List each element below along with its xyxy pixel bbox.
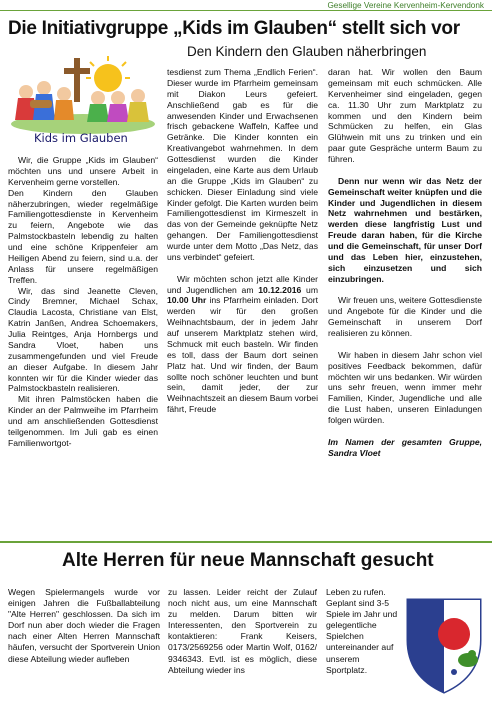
paragraph: Wir freuen uns, weitere Gottesdienste und Angebote für die Kinder und die Gemeinschaft in unserem Dorf realisieren zu können.: [328, 295, 482, 339]
article-column-2: zu lassen. Leider reicht der Zulauf noch nicht aus, um eine Mannschaft zu melden. Darum bitten wir Interessenten, den Sportverein zu kontaktieren: Frank Keisers, 0173/2569256 oder Martin Wolf, 0162/ 9346343. Evtl. ist es möglich, diese Abteilung wieder ins: [168, 587, 317, 675]
signature: Im Namen der gesamten Gruppe, Sandra Vloet: [328, 436, 482, 458]
text: um: [301, 284, 318, 295]
paragraph: Denn nur wenn wir das Netz der Gemeinschaft weiter knüpfen und die Kinder und Jugendlichen in diesem Netz wahrnehmen und bestärken, werden diese langfristig Lust und Freude daran haben, für die Kirche und die Gemeinschaft, für unser Dorf und das Leben hier, einzustehen, sich einzusetzen und sich einzubringen.: [328, 175, 482, 284]
event-time: 10.00 Uhr: [167, 295, 207, 306]
logo-caption: Kids im Glauben: [34, 131, 128, 145]
article-column-3: [328, 67, 482, 459]
paragraph: Wir, das sind Jeanette Cleven, Cindy Bremner, Michael Schax, Claudia Lacosta, Christiane van Elst, Katrin Janßen, Andrea Schoemakers, Julia Reintges, Anja Hornbergs und Sandra Vloet, haben uns zusammengefunden und viel Freude an dieser Aufgabe. In diesem Jahr konnten wir für die Kinder wieder das Palmstockbasteln realisieren.: [8, 285, 158, 394]
article-column-1: Wegen Spielermangels wurde vor einigen Jahren die Fußballabteilung "Alte Herren" geschlossen. Da sich im Dorf nun aber doch wieder die Fragen nach einer Alten Herren Mannschaft häufen, versucht der Sportverein Union diese Abteilung wieder aufleben: [8, 587, 160, 664]
text: ins Pfarrheim einladen. Dort werden wir für den großen Weihnachtsbaum, der in jedem Jahr auf unserem Marktplatz stehen wird, Schmuck mit euch basteln. Wir finden es toll, dass der Baum dort seinen Platz hat. Und wir finden, der Baum sollte noch schöner leuchten und bunt sein, damit jeder, der zur Weihnachtszeit an diesem Baum vorbei fährt, Freude: [167, 295, 318, 415]
paragraph: [167, 274, 318, 415]
paragraph: tesdienst zum Thema „Endlich Ferien“. Dieser wurde im Pfarrheim gemeinsam mit Diakon Leurs gefeiert. Anschließend gab es für die anwesenden Kinder und Erwachsenen frisch gebackene Waffeln, Kaffee und Getränke. Die Kinder konnten ein Kreativangebot wahrnehmen. In dem Gottesdienst wurden die Kinder eingeladen, eine Karte aus dem Urlaub an die Gruppe „Kids im Glauben“ zu schicken. Dieser Einladung sind viele Kinder gefolgt. Die Karten wurden beim Familiengottesdienst im Kirmeszelt in das von der Gemeinde geknüpfte Netz gehangen. Der Familiengottesdienst wurde unter dem Motto „Das Netz, das uns verbindet“ gefeiert.: [167, 67, 318, 262]
article-column-1: [8, 155, 158, 449]
article-title: Alte Herren für neue Mannschaft gesucht: [62, 550, 434, 571]
article-title: Die Initiativgruppe „Kids im Glauben“ stellt sich vor: [8, 18, 460, 39]
paragraph: Wir, die Gruppe „Kids im Glauben“ möchten uns und unsere Arbeit in Kervenheim gerne vorstellen.: [8, 155, 158, 187]
paragraph: Wir haben in diesem Jahr schon viel positives Feedback bekommen, dafür möchten wir uns bedanken. Wir würden uns sehr freuen, wenn immer mehr Familien, Kinder, Jugendliche und alle die Lust haben, unseren Einladungen folgen würden.: [328, 349, 482, 426]
text: Wir möchten schon jetzt alle Kinder und Jugendlichen am: [167, 273, 318, 295]
article-separator: [0, 541, 492, 543]
article-column-2: [167, 67, 318, 415]
paragraph: Den Kindern den Glauben näherzubringen, wieder regelmäßige Familiengottesdienste in Kervenheim zu feiern, Angebote wie das Palmstockbasteln lebendig zu halten und eine schöne Krippenfeier am Heiligen Abend zu feiern, sind u.a. der Anlass für unsere regelmäßigen Treffen.: [8, 187, 158, 285]
article-subtitle: Den Kindern den Glauben näherbringen: [187, 44, 427, 59]
section-header: Gesellige Vereine Kervenheim-Kervendonk: [322, 1, 484, 10]
sun-icon: [86, 56, 130, 92]
article-column-3: Leben zu rufen. Geplant sind 3-5 Spiele im Jahr und gelegentliche Spielchen untereinander auf unserem Sportplatz.: [326, 587, 398, 675]
club-crest-icon: [404, 594, 484, 694]
paragraph: daran hat. Wir wollen den Baum gemeinsam mit euch schmücken. Alle Kervenheimer sind eingeladen, gegen ca. 11.30 Uhr zum Marktplatz zu kommen und den Kindern beim Schmücken zu helfen, ein Glas Glühwein mit uns zu trinken und ein paar gute Gespräche unterm Baum zu führen.: [328, 67, 482, 164]
paragraph: Mit ihren Palmstöcken haben die Kinder an der Palmweihe im Pfarrheim und am anschließenden Gottesdienst teilgenommen. Im Juli gab es einen Familienwortgot-: [8, 394, 158, 448]
event-date: 10.12.2016: [258, 284, 302, 295]
header-rule: [0, 10, 492, 11]
